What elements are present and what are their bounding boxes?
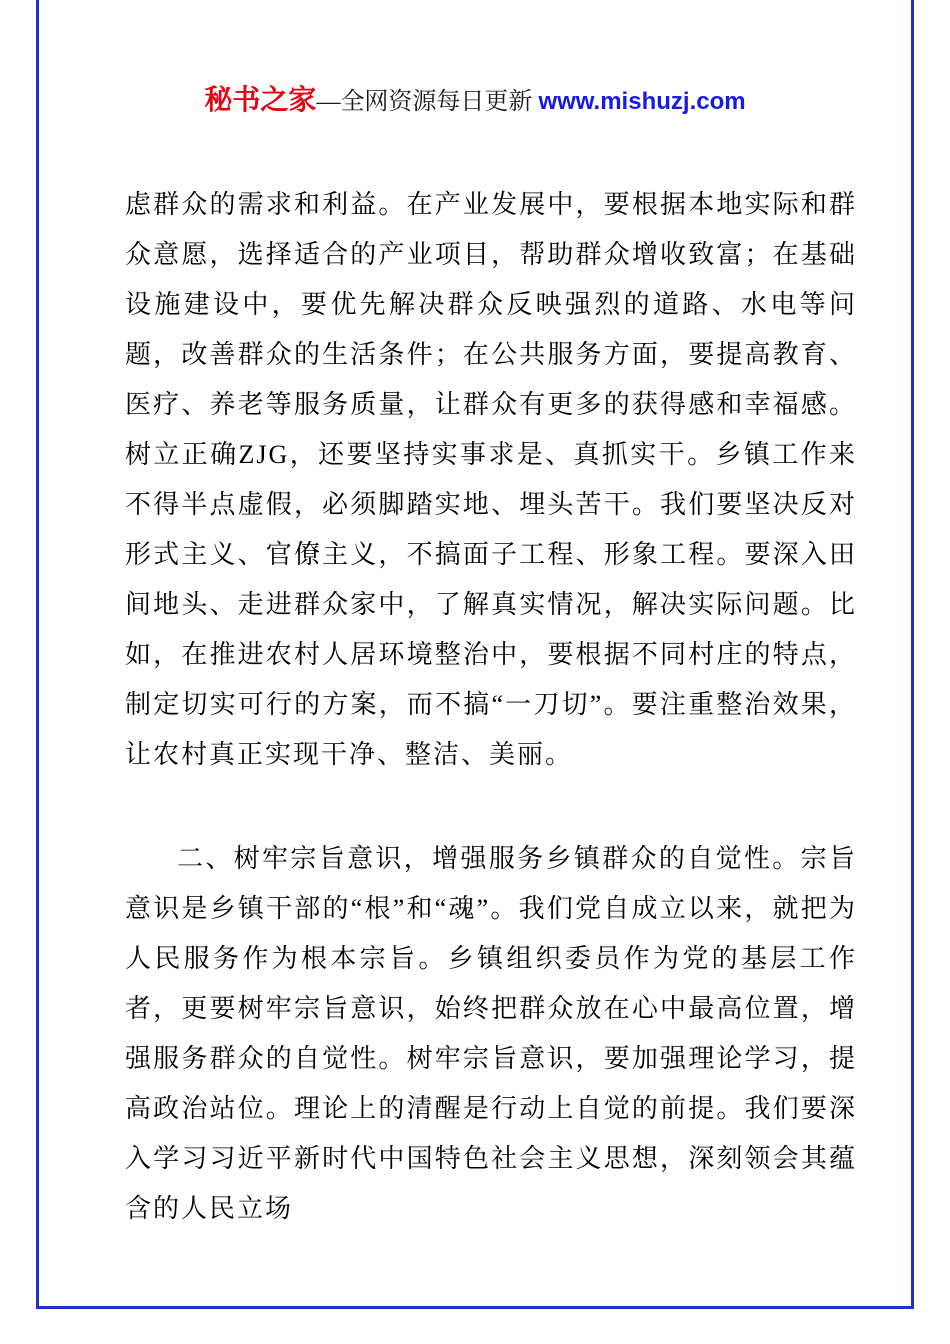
paragraph: 虑群众的需求和利益。在产业发展中，要根据本地实际和群众意愿，选择适合的产业项目，帮助群众增收致富；在基础设施建设中，要优先解决群众反映强烈的道路、水电等问题，改善群众的生活条件；在公共服务方面，要提高教育、医疗、养老等服务质量，让群众有更多的获得感和幸福感。树立正确ZJG，还要坚持实事求是、真抓实干。乡镇工作来不得半点虚假，必须脚踏实地、埋头苦干。我们要坚决反对形式主义、官僚主义，不搞面子工程、形象工程。要深入田间地头、走进群众家中，了解真实情况，解决实际问题。比如，在推进农村人居环境整治中，要根据不同村庄的特点，制定切实可行的方案，而不搞“一刀切”。要注重整治效果，让农村真正实现干净、整洁、美丽。 [125,190,857,769]
site-name: 秘书之家 [204,85,317,116]
document-body [125,180,857,1234]
header-tagline: —全网资源每日更新 [316,89,539,115]
site-url-link[interactable]: www.mishuzj.com [538,88,746,115]
paragraph: 二、树牢宗旨意识，增强服务乡镇群众的自觉性。宗旨意识是乡镇干部的“根”和“魂”。我们党自成立以来，就把为人民服务作为根本宗旨。乡镇组织委员作为党的基层工作者，更要树牢宗旨意识，始终把群众放在心中最高位置，增强服务群众的自觉性。树牢宗旨意识，要加强理论学习，提高政治站位。理论上的清醒是行动上自觉的前提。我们要深入学习习近平新时代中国特色社会主义思想，深刻领会其蕴含的人民立场 [125,844,857,1223]
page-header [0,84,950,122]
